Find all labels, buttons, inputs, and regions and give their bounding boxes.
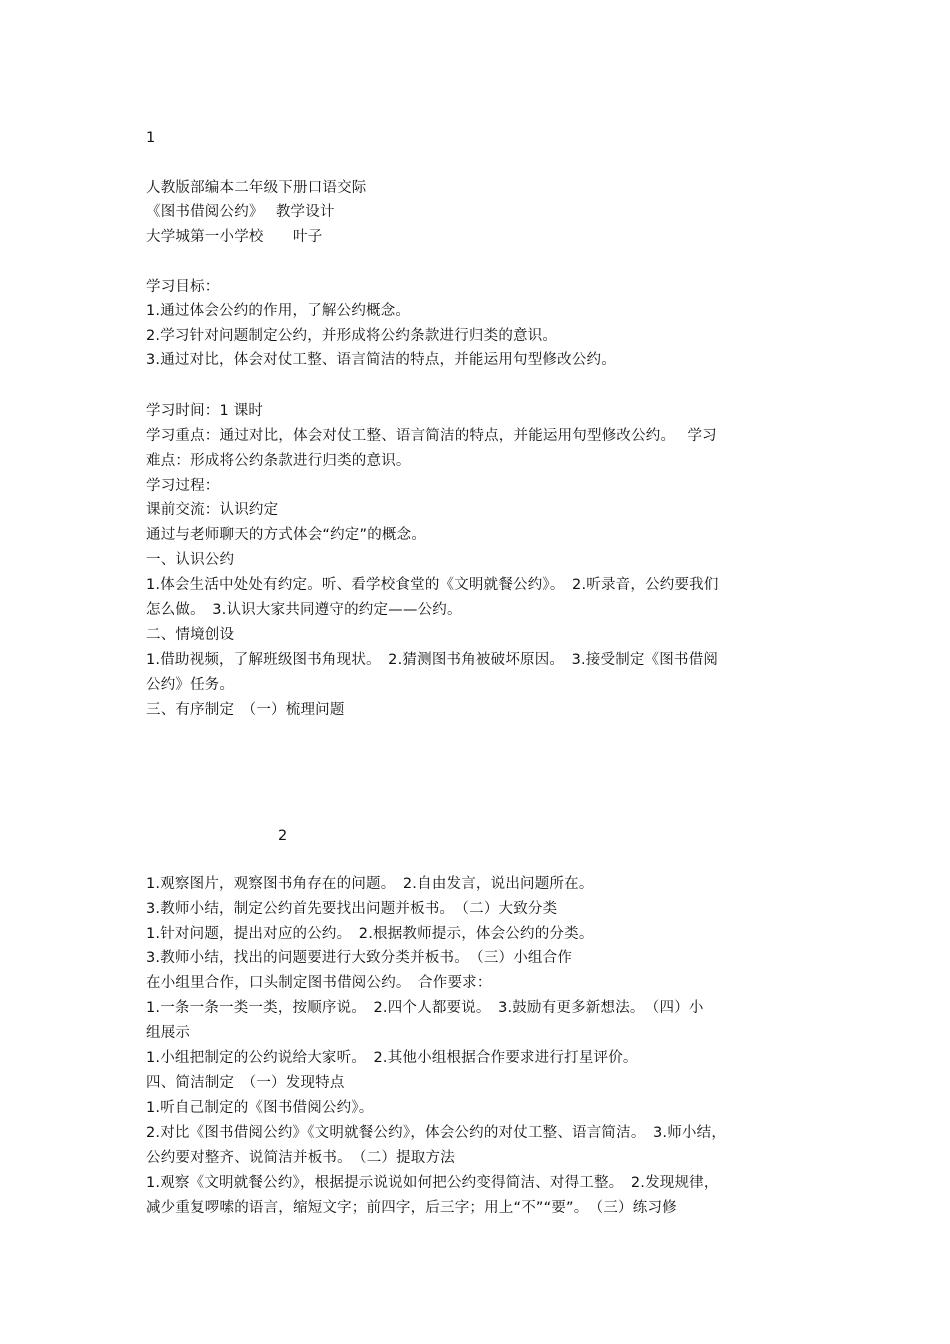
body-line: 1.体会生活中处处有约定。听、看学校食堂的《文明就餐公约》。 2.听录音，公约要我们 bbox=[146, 577, 719, 593]
body-line: 怎么做。 3.认识大家共同遵守的约定——公约。 bbox=[146, 602, 462, 618]
body-line: 3.教师小结，制定公约首先要找出问题并板书。 （二）大致分类 bbox=[146, 901, 558, 917]
body-line: 公约要对整齐、说简洁并板书。 （二）提取方法 bbox=[146, 1150, 455, 1166]
body-line: 难点：形成将公约条款进行归类的意识。 bbox=[146, 453, 411, 469]
section-heading: 四、简洁制定 （一）发现特点 bbox=[146, 1075, 345, 1091]
body-line: 减少重复啰嗦的语言，缩短文字；前四字，后三字；用上“不”“要”。 （三）练习修 bbox=[146, 1200, 677, 1216]
body-line: 1.一条一条一类一类，按顺序说。 2.四个人都要说。 3.鼓励有更多新想法。 （四）小 bbox=[146, 1000, 704, 1016]
body-line: 1.听自己制定的《图书借阅公约》。 bbox=[146, 1100, 374, 1116]
body-line: 组展示 bbox=[146, 1025, 191, 1041]
header-line: 《图书借阅公约》 教学设计 bbox=[146, 204, 335, 220]
goal-item: 3.通过对比，体会对仗工整、语言简洁的特点，并能运用句型修改公约。 bbox=[146, 352, 616, 368]
body-line: 3.教师小结，找出的问题要进行大致分类并板书。 （三）小组合作 bbox=[146, 950, 573, 966]
section-heading: 一、认识公约 bbox=[146, 552, 235, 568]
goal-item: 1.通过体会公约的作用，了解公约概念。 bbox=[146, 303, 411, 319]
section-heading: 二、情境创设 bbox=[146, 627, 235, 643]
body-line: 课前交流：认识约定 bbox=[146, 502, 279, 518]
body-line: 学习过程： bbox=[146, 478, 220, 494]
page-number-2: 2 bbox=[278, 828, 288, 844]
body-line: 2.对比《图书借阅公约》《文明就餐公约》，体会公约的对仗工整、语言简洁。 3.师小结， bbox=[146, 1125, 727, 1141]
body-line: 在小组里合作，口头制定图书借阅公约。 合作要求： bbox=[146, 975, 492, 991]
body-line: 学习重点：通过对比，体会对仗工整、语言简洁的特点，并能运用句型修改公约。 学习 bbox=[146, 428, 717, 444]
header-line: 大学城第一小学校 叶子 bbox=[146, 229, 323, 245]
body-line: 通过与老师聊天的方式体会“约定”的概念。 bbox=[146, 527, 427, 543]
goals-title: 学习目标： bbox=[146, 279, 220, 295]
body-line: 1.小组把制定的公约说给大家听。 2.其他小组根据合作要求进行打星评价。 bbox=[146, 1050, 638, 1066]
body-line: 学习时间：1 课时 bbox=[146, 403, 264, 419]
body-line: 公约》任务。 bbox=[146, 677, 235, 693]
body-line: 1.借助视频，了解班级图书角现状。 2.猜测图书角被破坏原因。 3.接受制定《图书借阅 bbox=[146, 652, 719, 668]
body-line: 1.观察《文明就餐公约》，根据提示说说如何把公约变得简洁、对得工整。 2.发现规律， bbox=[146, 1175, 719, 1191]
goal-item: 2.学习针对问题制定公约，并形成将公约条款进行归类的意识。 bbox=[146, 328, 558, 344]
page-number-1: 1 bbox=[146, 130, 156, 146]
body-line: 1.观察图片，观察图书角存在的问题。 2.自由发言，说出问题所在。 bbox=[146, 876, 594, 892]
section-heading: 三、有序制定 （一）梳理问题 bbox=[146, 702, 345, 718]
header-line: 人教版部编本二年级下册口语交际 bbox=[146, 180, 367, 196]
body-line: 1.针对问题，提出对应的公约。 2.根据教师提示，体会公约的分类。 bbox=[146, 926, 594, 942]
